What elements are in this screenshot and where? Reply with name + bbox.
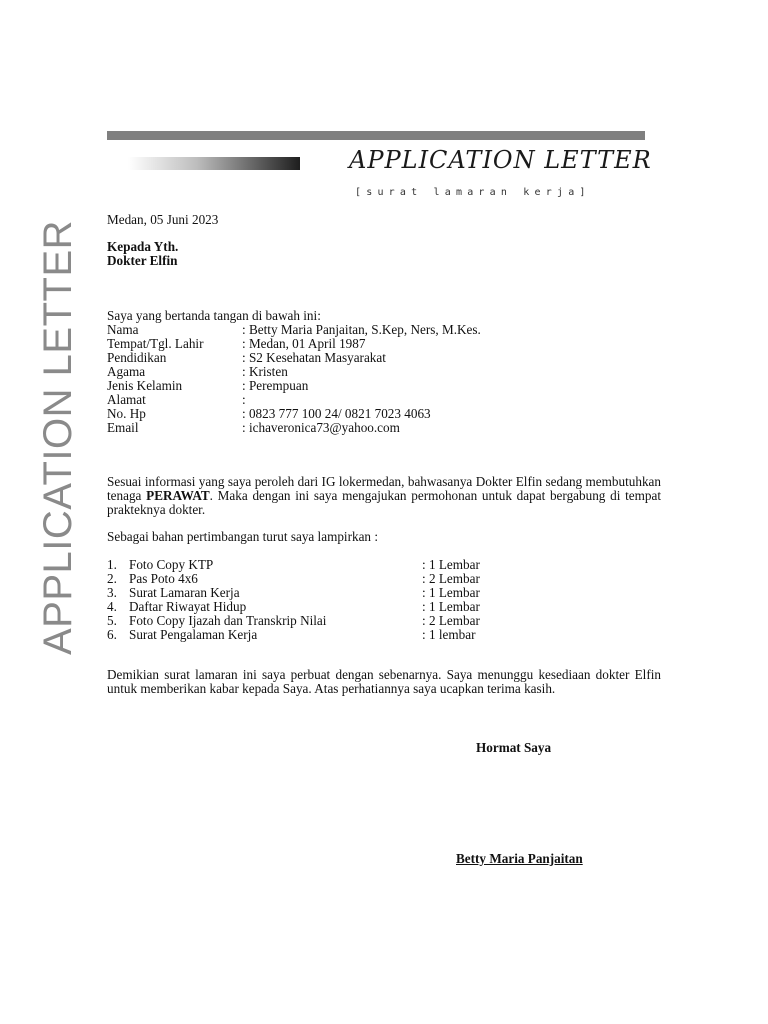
field-value: : Medan, 01 April 1987 [242,336,366,351]
list-item [107,586,480,600]
body-text: . Maka dengan ini saya mengajukan permohonan untuk dapat bergabung di tempat prakteknya dokter. [107,488,661,517]
item-qty: : 2 Lembar [422,613,480,628]
personal-fields [107,323,481,435]
header-gradient-bar [128,157,300,170]
date-line: Medan, 05 Juni 2023 [107,212,219,227]
body-text: Sesuai informasi yang saya peroleh dari IG lokermedan, bahwasanya Dokter Elfin sedang membutuhkan tenaga [107,474,661,503]
field-value: : S2 Kesehatan Masyarakat [242,350,386,365]
body-paragraph-2: Sebagai bahan pertimbangan turut saya lampirkan : [107,529,378,544]
body-highlight: PERAWAT [146,488,210,503]
field-value: : Kristen [242,364,288,379]
field-value: : [242,392,246,407]
item-name: Pas Poto 4x6 [129,571,198,586]
list-item [107,558,480,572]
header-top-bar [107,131,645,140]
item-qty: : 1 Lembar [422,599,480,614]
field-value: : 0823 777 100 24/ 0821 7023 4063 [242,406,431,421]
field-value: : Perempuan [242,378,309,393]
recipient-line-2: Dokter Elfin [107,253,178,268]
list-item [107,628,480,642]
item-number: 3. [107,585,117,600]
item-name: Foto Copy Ijazah dan Transkrip Nilai [129,613,327,628]
field-label: Alamat [107,392,146,407]
item-number: 1. [107,557,117,572]
list-item [107,614,480,628]
letter-subtitle: [surat lamaran kerja] [355,187,591,198]
field-value: : ichaveronica73@yahoo.com [242,420,400,435]
field-row [107,379,481,393]
field-label: Email [107,420,139,435]
item-number: 6. [107,627,117,642]
closing-paragraph: Demikian surat lamaran ini saya perbuat dengan sebenarnya. Saya menunggu kesediaan dokter Elfin untuk memberikan kabar kepada Saya. Atas perhatiannya saya ucapkan terima kasih. [107,667,661,696]
field-label: Jenis Kelamin [107,378,183,393]
letter-title: APPLICATION LETTER [349,146,652,174]
signer-name: Betty Maria Panjaitan [456,851,583,866]
signoff: Hormat Saya [476,740,552,755]
field-label: No. Hp [107,406,146,421]
field-row [107,337,481,351]
list-item [107,600,480,614]
item-qty: : 1 lembar [422,627,476,642]
field-value: : Betty Maria Panjaitan, S.Kep, Ners, M.Kes. [242,322,481,337]
item-qty: : 2 Lembar [422,571,480,586]
item-number: 5. [107,613,117,628]
item-name: Daftar Riwayat Hidup [129,599,247,614]
intro-line: Saya yang bertanda tangan di bawah ini: [107,308,321,323]
item-number: 2. [107,571,117,586]
field-row [107,351,481,365]
field-row [107,421,481,435]
item-number: 4. [107,599,117,614]
item-qty: : 1 Lembar [422,557,480,572]
field-row [107,365,481,379]
recipient-line-1: Kepada Yth. [107,239,179,254]
field-row [107,393,481,407]
side-label: APPLICATION LETTER [36,219,80,655]
field-row [107,407,481,421]
field-label: Agama [107,364,146,379]
item-qty: : 1 Lembar [422,585,480,600]
item-name: Surat Pengalaman Kerja [129,627,258,642]
item-name: Surat Lamaran Kerja [129,585,240,600]
attachment-list [107,558,480,642]
field-row [107,323,481,337]
item-name: Foto Copy KTP [129,557,214,572]
body-paragraph-1 [107,475,661,517]
field-label: Pendidikan [107,350,167,365]
field-label: Nama [107,322,139,337]
field-label: Tempat/Tgl. Lahir [107,336,204,351]
list-item [107,572,480,586]
